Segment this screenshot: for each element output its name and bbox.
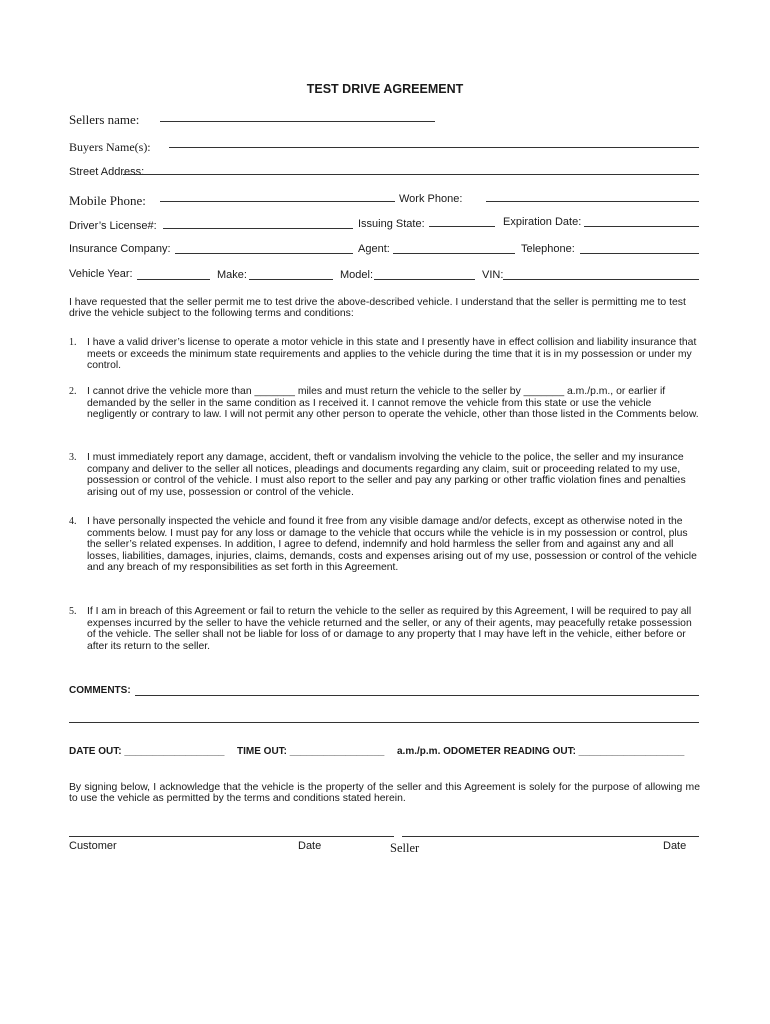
term-item — [69, 337, 701, 372]
vin-label: VIN: — [482, 269, 504, 281]
sellers-name-field[interactable] — [160, 121, 435, 122]
customer-signature-line[interactable] — [69, 836, 394, 837]
street-address-label: Street Address: — [69, 166, 145, 178]
issuing-state-label: Issuing State: — [358, 218, 425, 230]
term-text: I have a valid driver’s license to operate a motor vehicle in this state and I presently have in effect collision and liability insurance that meets or exceeds the minimum state requirements and applies to the vehicle during the time that it is in my possession or under my control. — [87, 337, 697, 372]
vin-field[interactable] — [503, 279, 699, 280]
mobile-phone-field[interactable] — [160, 201, 395, 202]
make-field[interactable] — [249, 279, 333, 280]
vehicle-year-field[interactable] — [137, 279, 210, 280]
insurance-company-label: Insurance Company: — [69, 243, 171, 255]
intro-paragraph: I have requested that the seller permit me to test drive the above-described vehicle. I understand that the seller is permitting me to test drive the vehicle subject to the following terms and conditions: — [69, 297, 686, 320]
agent-field[interactable] — [393, 253, 515, 254]
time-out-field[interactable]: TIME OUT: _________________ — [237, 746, 385, 757]
street-address-field[interactable] — [123, 174, 699, 175]
acknowledgement-paragraph: By signing below, I acknowledge that the vehicle is the property of the seller and this Agreement is solely for the purpose of allowing me to use the vehicle as permitted by the terms and conditions stated herein. — [69, 782, 700, 805]
customer-date-label: Date — [298, 840, 322, 852]
term-item — [69, 452, 701, 498]
seller-date-label: Date — [663, 840, 687, 852]
sellers-name-label: Sellers name: — [69, 112, 140, 127]
buyers-name-label: Buyers Name(s): — [69, 140, 151, 154]
customer-label: Customer — [69, 840, 117, 852]
seller-signature-line[interactable] — [402, 836, 699, 837]
term-number: 2. — [69, 386, 77, 397]
issuing-state-field[interactable] — [429, 226, 495, 227]
term-item — [69, 386, 701, 421]
vehicle-year-label: Vehicle Year: — [69, 268, 133, 280]
term-item — [69, 516, 701, 574]
mobile-phone-label: Mobile Phone: — [69, 193, 146, 208]
document-title: TEST DRIVE AGREEMENT — [306, 82, 464, 96]
term-number: 4. — [69, 516, 77, 527]
term-text: If I am in breach of this Agreement or fail to return the vehicle to the seller as required by this Agreement, I will be required to pay all expenses incurred by the seller to have the vehicle returned and the seller, or any of their agents, may peacefully retake possession of the vehicle. The seller shall not be liable for loss of or damage to any property that I may have left in the vehicle, either before or after its return to the seller. — [87, 606, 692, 652]
insurance-company-field[interactable] — [175, 253, 353, 254]
comments-field[interactable] — [135, 695, 699, 696]
term-number: 5. — [69, 606, 77, 617]
expiration-date-label: Expiration Date: — [503, 216, 582, 228]
model-field[interactable] — [374, 279, 475, 280]
work-phone-label: Work Phone: — [399, 193, 463, 205]
drivers-license-label: Driver’s License#: — [69, 220, 157, 232]
telephone-label: Telephone: — [521, 243, 575, 255]
drivers-license-field[interactable] — [163, 228, 353, 229]
agent-label: Agent: — [358, 243, 390, 255]
telephone-field[interactable] — [580, 253, 699, 254]
term-number: 1. — [69, 337, 77, 348]
model-label: Model: — [340, 269, 374, 281]
comments-label: COMMENTS: — [69, 685, 131, 696]
date-out-field[interactable]: DATE OUT: __________________ — [69, 746, 225, 757]
buyers-name-field[interactable] — [169, 147, 699, 148]
term-text: I cannot drive the vehicle more than _______ miles and must return the vehicle to the seller by _______ a.m./p.m., or earlier if demanded by the seller in the same condition as I received it. I cannot remove the vehicle from this state or use the vehicle negligently or contrary to law. I will not permit any other person to operate the vehicle, other than those listed in the Comments below. — [87, 386, 699, 421]
seller-label: Seller — [390, 841, 420, 855]
term-number: 3. — [69, 452, 77, 463]
work-phone-field[interactable] — [486, 201, 699, 202]
term-text: I must immediately report any damage, accident, theft or vandalism involving the vehicle to the police, the seller and my insurance company and deliver to the seller all notices, pleadings and documents regarding any claim, suit or proceeding related to my use, possession or control of the vehicle. I must also report to the seller and pay any parking or other traffic violation fines and penalties arising out of my use, possession or control of the vehicle. — [87, 452, 686, 498]
term-text: I have personally inspected the vehicle and found it free from any visible damage and/or defects, except as otherwise noted in the comments below. I must pay for any loss or damage to the vehicle that occurs while the vehicle is in my possession or control, plus the seller’s related expenses. In addition, I agree to defend, indemnify and hold harmless the seller from and against any and all losses, liabilities, damages, injuries, claims, demands, costs and expenses arising out of my use, possession or control of the vehicle and any breach of my responsibilities as set forth in this Agreement. — [87, 516, 697, 574]
expiration-date-field[interactable] — [584, 226, 699, 227]
term-item — [69, 606, 701, 652]
make-label: Make: — [217, 269, 247, 281]
odometer-reading-field[interactable]: a.m./p.m. ODOMETER READING OUT: ___________________ — [397, 746, 685, 757]
comments-field-line-2[interactable] — [69, 722, 699, 723]
